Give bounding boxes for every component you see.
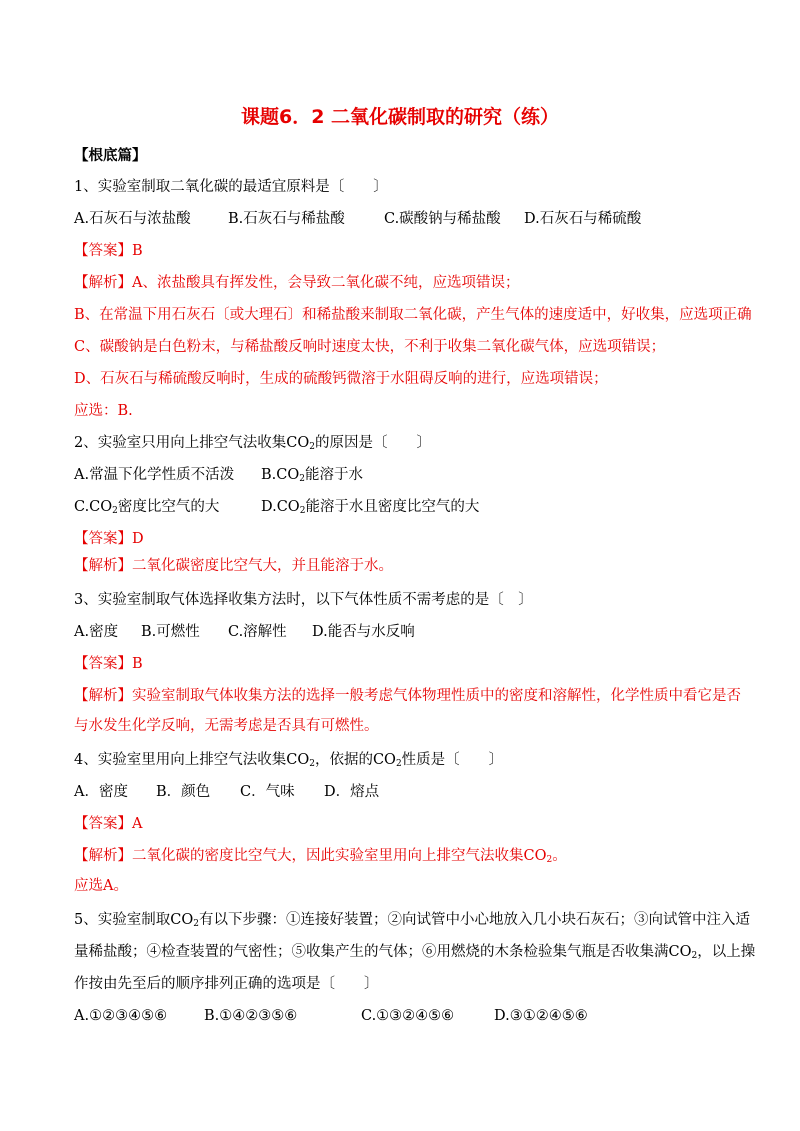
q4-stem <box>74 750 503 774</box>
q5-line1-sub: 2 <box>193 919 199 929</box>
q4-analysis-post: 。 <box>552 848 567 864</box>
q5-option-c: C.①③②④⑤⑥ <box>361 1008 455 1024</box>
q1-option-d: D.石灰石与稀硫酸 <box>524 211 642 227</box>
q5-line2-post: ，以上操 <box>697 944 756 960</box>
q3-answer: 【答案】B <box>74 656 143 672</box>
q2-stem-sub: 2 <box>309 442 315 452</box>
q3-option-a: A.密度 <box>74 624 119 640</box>
q1-stem: 1、实验室制取二氧化碳的最适宜原料是〔 〕 <box>74 179 388 195</box>
q5-line2-sub: 2 <box>691 951 698 961</box>
q2-answer: 【答案】D <box>74 531 144 547</box>
q3-option-d: D.能否与水反响 <box>312 624 415 640</box>
q2-option-a: A.常温下化学性质不活泼 <box>74 467 235 483</box>
q4-option-b: B．颜色 <box>156 784 211 800</box>
q4-stem-sub-1: 2 <box>309 759 315 769</box>
q4-stem-mid: ，依据的CO <box>314 752 396 768</box>
q2-option-c-pre: C.CO <box>74 499 113 515</box>
q5-option-d: D.③①②④⑤⑥ <box>494 1008 588 1024</box>
q5-line2-pre: 量稀盐酸；④检查装置的气密性；⑤收集产生的气体；⑥用燃烧的木条检验集气瓶是否收集满CO <box>74 944 692 960</box>
q5-stem-line-3: 作按由先至后的顺序排列正确的选项是〔 〕 <box>74 976 379 992</box>
q1-option-c: C.碳酸钠与稀盐酸 <box>384 211 501 227</box>
q4-answer: 【答案】A <box>74 816 143 832</box>
q2-option-c-sub: 2 <box>112 506 118 516</box>
q2-analysis-text: 二氧化碳密度比空气大，并且能溶于水。 <box>132 558 393 574</box>
q4-option-a: A．密度 <box>74 784 128 800</box>
q3-analysis-label: 【解析】 <box>74 688 132 704</box>
q2-option-d <box>261 497 479 521</box>
q5-option-a: A.①②③④⑤⑥ <box>74 1008 168 1024</box>
q1-choose: 应选：B. <box>74 403 133 419</box>
q2-stem <box>74 433 431 457</box>
q1-analysis-line-1: 【解析】A、浓盐酸具有挥发性，会导致二氧化碳不纯，应选项错误； <box>74 275 520 291</box>
q2-option-c <box>74 497 219 521</box>
q2-option-c-post: 密度比空气的大 <box>117 499 220 515</box>
q5-option-b: B.①④②③⑤⑥ <box>204 1008 298 1024</box>
q5-line1-pre: 5、实验室制取CO <box>74 912 194 928</box>
q5-line1-post: 有以下步骤：①连接好装置；②向试管中小心地放入几小块石灰石；③向试管中注入适 <box>198 912 750 928</box>
q4-option-c: C．气味 <box>240 784 295 800</box>
q2-analysis <box>74 556 393 576</box>
q2-option-b-sub: 2 <box>299 474 305 484</box>
q5-stem-line-1 <box>74 910 750 934</box>
q4-stem-sub-2: 2 <box>395 759 402 769</box>
q4-option-d: D．熔点 <box>324 784 380 800</box>
q3-analysis-text-1: 实验室制取气体收集方法的选择一般考虑气体物理性质中的密度和溶解性，化学性质中看它是否 <box>132 688 741 704</box>
q1-analysis-line-3: C、碳酸钠是白色粉末，与稀盐酸反响时速度太快，不利于收集二氧化碳气体，应选项错误； <box>74 339 666 355</box>
q2-option-d-pre: D.CO <box>261 499 300 515</box>
q3-option-c: C.溶解性 <box>228 624 287 640</box>
q5-stem-line-2 <box>74 942 756 966</box>
q3-analysis-line-2: 与水发生化学反响，无需考虑是否具有可燃性。 <box>74 718 379 734</box>
q2-analysis-label: 【解析】 <box>74 558 132 574</box>
q1-option-a: A.石灰石与浓盐酸 <box>74 211 191 227</box>
q4-stem-post: 性质是〔 〕 <box>401 752 504 768</box>
q2-option-b-pre: B.CO <box>261 467 300 483</box>
q3-analysis-line-1 <box>74 686 741 706</box>
q4-analysis-pre: 二氧化碳的密度比空气大，因此实验室里用向上排空气法收集CO <box>132 848 547 864</box>
q2-stem-post: 的原因是〔 〕 <box>314 435 431 451</box>
page-title: 课题6．2 二氧化碳制取的研究（练） <box>240 106 560 128</box>
q2-option-d-post: 能溶于水且密度比空气的大 <box>305 499 480 515</box>
q4-analysis-sub: 2 <box>546 855 553 865</box>
section-heading: 【根底篇】 <box>74 147 147 164</box>
q2-option-b-post: 能溶于水 <box>304 467 363 483</box>
q4-stem-pre: 4、实验室里用向上排空气法收集CO <box>74 752 310 768</box>
q4-analysis <box>74 846 567 870</box>
q3-option-b: B.可燃性 <box>141 624 200 640</box>
q3-stem: 3、实验室制取气体选择收集方法时，以下气体性质不需考虑的是〔 〕 <box>74 592 533 608</box>
q4-analysis-label: 【解析】 <box>74 848 132 864</box>
q1-answer: 【答案】B <box>74 243 143 259</box>
q1-analysis-line-2: B、在常温下用石灰石〔或大理石〕和稀盐酸来制取二氧化碳，产生气体的速度适中，好收集，应选项正确 <box>74 307 752 323</box>
q1-analysis-line-4: D、石灰石与稀硫酸反响时，生成的硫酸钙微溶于水阻碍反响的进行，应选项错误； <box>74 371 608 387</box>
q2-option-d-sub: 2 <box>299 506 306 516</box>
q2-option-b <box>261 465 363 489</box>
q4-choose: 应选A。 <box>74 878 128 894</box>
q1-option-b: B.石灰石与稀盐酸 <box>228 211 345 227</box>
q2-stem-pre: 2、实验室只用向上排空气法收集CO <box>74 435 310 451</box>
